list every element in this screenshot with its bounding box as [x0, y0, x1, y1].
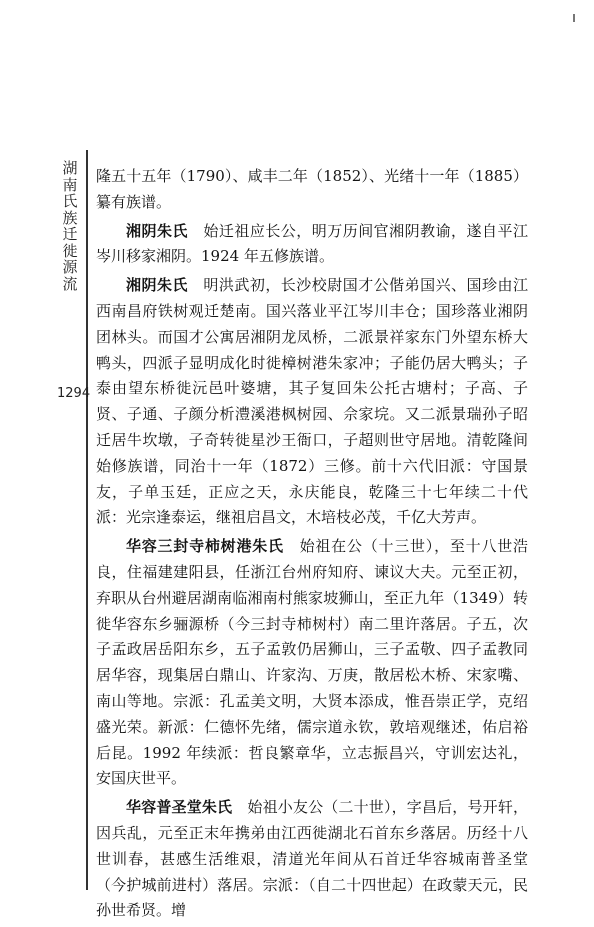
page-edge-mark — [573, 14, 575, 22]
clan-entry-title: 华容三封寺柿树港朱氏 — [126, 537, 284, 556]
paragraph-text: 隆五十五年（1790）、咸丰二年（1852）、光绪十一年（1885）纂有族谱。 — [96, 167, 528, 211]
body-text — [96, 164, 528, 927]
clan-entry-title: 华容普圣堂朱氏 — [126, 798, 233, 817]
clan-entry-title: 湘阴朱氏 — [126, 276, 188, 295]
paragraph-text: 始祖在公（十三世），至十八世浩良，住福建建阳县，任浙江台州府知府、谏议大夫。元至正初，弃职从台州避居湖南临湘南村熊家坡狮山，至正九年（1349）转徙华容东乡骊源桥（今三封寺柿树村）南二里许落居。子五，次子孟政居岳阳东乡，五子孟敦仍居狮山，三子孟敬、四子孟教同居华容，现集居白鼎山、许家沟、万庚，散居松木桥、宋家嘴、南山等地。宗派：孔孟美文明，大贤本添成，惟吾崇正学，克绍盛光荣。新派：仁德怀先绪，儒宗道永钦，敦培观继述，佑启裕后昆。1992 年续派：哲良繁章华，立志振昌兴，守训宏达礼，安国庆世平。 — [96, 537, 528, 788]
page-number: 1294 — [57, 386, 91, 401]
paragraph-entry — [96, 273, 528, 531]
paragraph-entry — [96, 534, 528, 792]
side-divider-rule — [86, 150, 88, 890]
running-header-vertical: 湖南氏族迁徙源流 — [62, 159, 78, 293]
paragraph-text: 明洪武初，长沙校尉国才公偕弟国兴、国珍由江西南昌府铁树观迁楚南。国兴落业平江岑川丰仓；国珍落业湘阴团林头。而国才公寓居湘阴龙凤桥，二派景祥家东门外望东桥大鸭头，四派子显明成化时徙樟树港朱家冲；子能仍居大鸭头；子泰由望东桥徙沅邑叶婆塘，其子复回朱公托古塘村；子高、子贤、子通、子颜分析澧溪港枫树园、佘家垸。又二派景瑞孙子昭迁居牛坎墩，子奇转徙星沙王衙口，子超则世守居地。清乾隆间始修族谱，同治十一年（1872）三修。前十六代旧派：守国景友，子单玉廷，正应之天，永庆能良，乾隆三十七年续二十代派：光宗逢泰运，继祖启昌文，木培枝必茂，千亿大芳声。 — [96, 276, 528, 527]
paragraph-entry — [96, 219, 528, 271]
paragraph-text: 始祖小友公（二十世），字昌后，号开轩，因兵乱，元至正末年携弟由江西徙湖北石首东乡落居。历经十八世训春，甚感生活维艰，清道光年间从石首迁华容城南普圣堂（今护城前进村）落居。宗派：（自二十四世起）在政蒙天元，民孙世希贤。增 — [96, 798, 528, 920]
clan-entry-title: 湘阴朱氏 — [126, 221, 188, 240]
paragraph-continued — [96, 164, 528, 216]
paragraph-entry — [96, 795, 528, 924]
paragraph-text: 始迁祖应长公，明万历间官湘阴教谕，遂自平江岑川移家湘阴。1924 年五修族谱。 — [96, 221, 528, 266]
